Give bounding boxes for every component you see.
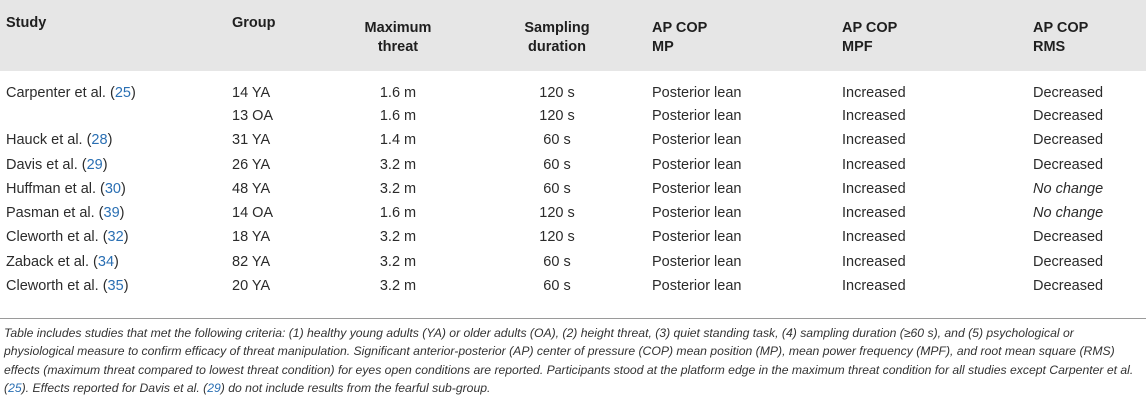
table-footnote — [4, 324, 1142, 398]
header-ap-cop-mpf — [842, 19, 897, 57]
cell-ap-cop-mp: Posterior lean — [652, 85, 742, 101]
header-line: Group — [232, 15, 276, 31]
study-name: Cleworth et al. ( — [6, 278, 108, 294]
study-name: Hauck et al. ( — [6, 132, 92, 148]
cell-sampling-duration: 60 s — [543, 157, 571, 173]
table-row — [0, 274, 1146, 298]
cell-group: 48 YA — [232, 181, 271, 197]
cell-group: 26 YA — [232, 157, 271, 173]
header-maximum-threat — [353, 19, 443, 57]
header-line: threat — [377, 39, 419, 55]
cell-sampling-duration: 120 s — [539, 108, 575, 124]
cell-group: 14 YA — [232, 85, 271, 101]
cell-sampling-duration: 60 s — [543, 254, 571, 270]
study-name-close: ) — [130, 85, 136, 101]
study-reference-link[interactable]: 35 — [107, 278, 124, 294]
cell-ap-cop-mpf: Increased — [842, 157, 906, 173]
study-reference-link[interactable]: 28 — [91, 132, 108, 148]
cell-sampling-duration: 60 s — [543, 278, 571, 294]
footnote-text-2: ). Effects reported for Davis et al. ( — [21, 381, 208, 396]
header-line: Study — [6, 15, 47, 31]
table-row — [0, 201, 1146, 225]
header-ap-cop-rms — [1033, 19, 1088, 57]
cell-ap-cop-mp: Posterior lean — [652, 278, 742, 294]
cell-ap-cop-mp: Posterior lean — [652, 157, 742, 173]
cell-ap-cop-mpf: Increased — [842, 108, 906, 124]
cell-ap-cop-mpf: Increased — [842, 181, 906, 197]
cell-group: 18 YA — [232, 229, 271, 245]
study-name-close: ) — [123, 278, 129, 294]
cell-ap-cop-mp: Posterior lean — [652, 132, 742, 148]
cell-ap-cop-mp: Posterior lean — [652, 254, 742, 270]
study-reference-link[interactable]: 32 — [107, 229, 124, 245]
table-row — [0, 177, 1146, 201]
study-name: Pasman et al. ( — [6, 205, 104, 221]
footnote-ref-1[interactable]: 25 — [8, 381, 22, 396]
cell-ap-cop-rms: Decreased — [1033, 229, 1104, 245]
study-reference-link[interactable]: 25 — [114, 85, 131, 101]
study-name-close: ) — [119, 205, 125, 221]
table-row — [0, 250, 1146, 274]
cell-ap-cop-mp: Posterior lean — [652, 229, 742, 245]
cell-group: 14 OA — [232, 205, 274, 221]
header-line: RMS — [1033, 39, 1066, 55]
cell-maximum-threat: 1.6 m — [379, 205, 417, 221]
cell-ap-cop-rms: Decreased — [1033, 278, 1104, 294]
cell-sampling-duration: 60 s — [543, 181, 571, 197]
cell-ap-cop-mp: Posterior lean — [652, 181, 742, 197]
header-line: MPF — [842, 39, 873, 55]
cell-ap-cop-mp: Posterior lean — [652, 205, 742, 221]
cell-ap-cop-mpf: Increased — [842, 85, 906, 101]
cell-ap-cop-mpf: Increased — [842, 278, 906, 294]
header-line: Sampling — [524, 20, 590, 36]
cell-maximum-threat: 1.6 m — [379, 85, 417, 101]
cell-study — [6, 81, 136, 105]
cell-ap-cop-rms: Decreased — [1033, 132, 1104, 148]
table-row — [0, 104, 1146, 128]
table-row — [0, 153, 1146, 177]
cell-ap-cop-mp: Posterior lean — [652, 108, 742, 124]
header-line: duration — [528, 39, 586, 55]
cell-sampling-duration: 120 s — [539, 85, 575, 101]
cell-ap-cop-mpf: Increased — [842, 205, 906, 221]
study-name: Zaback et al. ( — [6, 254, 98, 270]
study-name: Davis et al. ( — [6, 157, 87, 173]
study-name-close: ) — [114, 254, 119, 270]
cell-study — [6, 274, 129, 298]
cell-ap-cop-rms: Decreased — [1033, 254, 1104, 270]
cell-group: 82 YA — [232, 254, 271, 270]
cell-study — [6, 128, 112, 152]
cell-ap-cop-rms: No change — [1033, 181, 1104, 197]
cell-ap-cop-mpf: Increased — [842, 254, 906, 270]
study-name-close: ) — [123, 229, 129, 245]
cell-ap-cop-rms: No change — [1033, 205, 1104, 221]
cell-group: 31 YA — [232, 132, 271, 148]
header-sampling-duration — [497, 19, 617, 57]
cell-maximum-threat: 3.2 m — [379, 229, 417, 245]
footnote-ref-2[interactable]: 29 — [207, 381, 221, 396]
cell-sampling-duration: 120 s — [539, 205, 575, 221]
study-name: Huffman et al. ( — [6, 181, 105, 197]
header-line: AP COP — [842, 20, 898, 36]
table-bottom-rule — [0, 318, 1146, 319]
study-reference-link[interactable]: 39 — [103, 205, 120, 221]
study-reference-link[interactable]: 29 — [86, 157, 103, 173]
table-row — [0, 128, 1146, 152]
cell-study — [6, 177, 126, 201]
header-line: MP — [652, 39, 674, 55]
cell-study — [6, 250, 119, 274]
cell-study — [6, 225, 129, 249]
cell-maximum-threat: 1.6 m — [379, 108, 417, 124]
cell-group: 20 YA — [232, 278, 271, 294]
header-group — [232, 14, 276, 33]
cell-study — [6, 201, 125, 225]
study-name-close: ) — [121, 181, 126, 197]
table-row — [0, 81, 1146, 105]
header-line: AP COP — [652, 20, 708, 36]
cell-maximum-threat: 3.2 m — [379, 254, 417, 270]
cell-sampling-duration: 120 s — [539, 229, 575, 245]
cell-group: 13 OA — [232, 108, 274, 124]
cell-study — [6, 153, 108, 177]
footnote-text-3: ) do not include results from the fearful sub-group. — [220, 381, 491, 396]
cell-maximum-threat: 1.4 m — [379, 132, 417, 148]
cell-maximum-threat: 3.2 m — [379, 181, 417, 197]
study-reference-link[interactable]: 34 — [97, 254, 115, 270]
cell-maximum-threat: 3.2 m — [379, 278, 417, 294]
cell-ap-cop-rms: Decreased — [1033, 108, 1104, 124]
cell-maximum-threat: 3.2 m — [379, 157, 417, 173]
study-reference-link[interactable]: 30 — [104, 181, 121, 197]
cell-ap-cop-rms: Decreased — [1033, 85, 1104, 101]
table-header — [0, 0, 1146, 71]
header-ap-cop-mp — [652, 19, 707, 57]
footnote-text-1: Table includes studies that met the following criteria: (1) healthy young adults (YA) or older adults (OA), (2) height threat, (3) quiet standing task, (4) sampling duration (≥60 s), and (5) psychological or physiological measure to confirm efficacy of threat manipulation. Significant anterior-posterior (AP) center of pressure (COP) mean position (MP), mean power frequency (MPF), and root mean square (RMS) effects (maximum threat compared to lowest threat condition) for eyes open conditions are reported. Participants stood at the platform edge in the maximum threat condition for all studies except Carpenter et al. ( — [4, 326, 1134, 396]
cell-sampling-duration: 60 s — [543, 132, 571, 148]
study-name: Carpenter et al. ( — [6, 85, 115, 101]
study-name-close: ) — [107, 132, 113, 148]
table-row — [0, 225, 1146, 249]
cell-ap-cop-mpf: Increased — [842, 132, 906, 148]
header-line: AP COP — [1033, 20, 1089, 36]
study-name-close: ) — [102, 157, 108, 173]
cell-ap-cop-rms: Decreased — [1033, 157, 1104, 173]
study-name: Cleworth et al. ( — [6, 229, 108, 245]
header-study — [6, 14, 46, 33]
header-line: Maximum — [364, 20, 432, 36]
cell-ap-cop-mpf: Increased — [842, 229, 906, 245]
